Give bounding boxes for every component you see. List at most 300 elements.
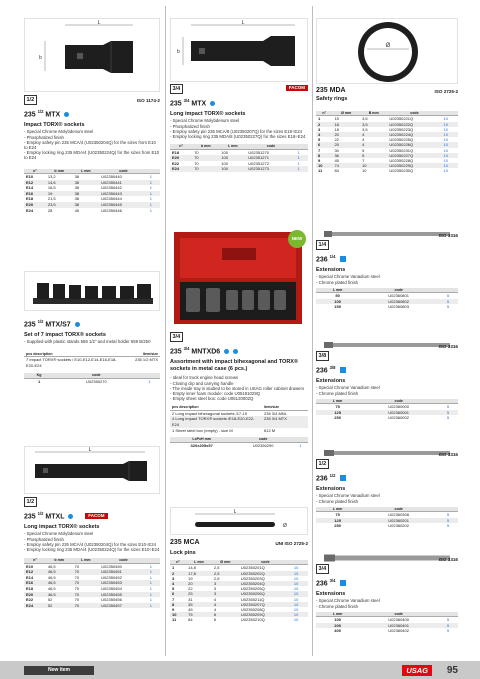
column-divider [165,6,166,656]
table-cell: 100 [219,155,246,161]
col-header: L mm [316,507,359,512]
dimension-label-l: L [233,509,237,515]
feature-item: - Phosphatized finish [24,134,64,140]
table-cell: E16 [24,580,46,586]
col-header: L mm [316,288,359,293]
table-cell: 3 [212,581,239,586]
product-code: MNTXD6 [191,348,221,356]
table-row [316,523,458,529]
column-right [316,6,458,659]
table-cell: 10 [443,126,448,132]
section-236-38 [316,341,458,421]
table-cell: U02350225Q [389,137,414,143]
table-cell: 125 [316,410,359,416]
table-cell: E14 [26,185,34,191]
table-cell: 52 [46,603,73,609]
table-cell: 70 [73,569,100,575]
table-cell: 10 [293,565,299,571]
page-number: 95 [446,665,458,676]
table-cell: E24 [170,166,192,172]
table-cell: 7 [362,158,365,164]
table-cell: 10 [443,168,448,174]
table-cell: 1 [296,155,308,161]
drive-fraction: 1/2 [37,319,44,324]
table-cell: 100 [334,617,341,623]
table-cell: 1 [148,191,160,197]
table-cell: 10 [441,122,458,127]
table-cell: U02360801 [388,293,409,299]
table-cell: 18 [334,126,339,132]
table-cell: U02350456 [101,597,122,603]
impact-icon [68,514,73,519]
extension-bar-drawing [316,341,458,349]
table-cell: U02350445 [99,202,148,208]
drive-size-label: 3/4 [170,332,183,342]
product-code: MTX [191,100,207,108]
section-subtitle: Extensions [316,267,346,274]
table-cell: 38 [73,180,100,186]
product-table [316,111,458,174]
table-cell: E10 [26,563,34,569]
table-cell: 3 [212,591,239,596]
table-cell: 2 [316,122,332,127]
table-cell: 4 [362,137,365,143]
feature-item: - Empty inner foam module: code U05191029Q [170,390,261,396]
table-cell: 1 [297,149,300,155]
feature-item: - Employ locking ring 235 MDA/4 (U02350224Q) for the sizes from E10 to E24 [24,150,160,161]
table-cell: U02350446 [101,207,122,213]
long-socket-drawing [24,446,160,494]
table-cell: U02350441 [99,180,148,186]
table-cell: 36 [332,153,360,158]
square-drive-icon [340,580,346,586]
table-cell: E24 [24,603,46,609]
table-cell: 100 [221,149,228,155]
table-cell: E18 [26,196,34,202]
col-header: L mm [73,558,100,563]
table-row [170,442,308,448]
set-contents-table [170,405,308,433]
table-cell: 1 [148,592,160,598]
col-header: code [99,558,148,563]
table-cell: 38 [74,196,80,202]
set-description: 1 Sheet steel box (empty) - size M [172,427,233,433]
product-number: 235 [170,100,182,108]
product-number: 235 [24,111,36,119]
table-cell: 5 [446,304,450,310]
feature-item: - Special Chrome Vanadium steel [316,274,380,280]
table-cell: 3 [213,586,217,592]
table-cell: U02360803 [388,304,409,310]
drive-fraction: 1/2 [329,473,336,478]
table-cell: 31 [188,596,193,602]
table-cell: 4 [213,596,217,602]
facom-logo: FACOM [286,85,308,91]
feature-item: - Phosphatized finish [24,536,64,542]
section-235-mtx-s7 [24,317,160,384]
table-cell: 400 [334,628,341,634]
column-middle [170,6,308,659]
table-row [24,378,160,384]
table-cell: 10 [443,147,448,153]
table-cell: 20 [186,581,212,586]
table-cell: 70 [74,585,80,591]
col-header: code [239,560,292,565]
table-cell: E22 [172,160,180,166]
table-cell: 84 [334,168,339,174]
drive-size-label: 1/2 [316,459,329,469]
iso-standard: ISO 3316 [438,557,458,562]
table-cell: 45 [334,158,339,164]
table-cell: 10 [443,158,448,164]
table-cell: 10 [293,607,299,613]
section-235-mtx-34 [170,84,308,172]
dimension-label-l: L [88,447,92,453]
iso-standard: ISO 2725-2 [434,89,458,94]
table-cell: 9 [318,158,321,164]
drive-size-label: 1/4 [316,240,329,250]
set-description: 7 Impact TORX® sockets / E10-E12-E14-E16-E18-E20-E24 [26,356,117,368]
set-description: 2 Long impact bihexagonal sockets /17-19 [172,410,247,416]
iso-standard: ISO 3316 [438,452,458,457]
table-cell: U02351272 [248,160,269,166]
table-cell: 4 [170,581,186,586]
table-cell: U02360802 [359,299,438,305]
col-header: code [359,507,438,512]
table-cell: 1 [148,202,160,208]
table-row [24,208,160,214]
feature-item: - Chrome plated finish [316,390,359,396]
product-title: 235 MCA [170,539,200,546]
col-header: L mm [73,169,100,174]
table-cell: 30 [334,147,339,153]
feature-item: - Special Chrome Molybdenum steel [24,129,94,135]
table-cell: 19 [188,575,193,581]
table-cell: 1 [149,574,152,580]
metal-case-image [170,228,308,328]
feature-item: - Special Chrome Vanadium steel [316,598,380,604]
table-cell: 10 [292,591,308,596]
feature-list [316,274,458,284]
table-cell: 25 [332,142,360,147]
table-cell: 13,2 [47,173,56,179]
table-cell: E12 [24,569,46,575]
table-cell: 10 [441,132,458,137]
feature-item: - Employ safety pin 235 MCA/4 (U02350204Q) for the sizes from E10 to E24 [24,139,156,150]
table-row [316,628,458,634]
table-cell: 75 [335,404,340,410]
table-cell: U02350221Q [389,116,414,122]
table-cell: 10 [362,168,367,174]
table-cell: 70 [73,580,100,586]
table-cell: 11 [172,617,177,623]
drive-fraction: 3/8 [329,365,336,370]
col-header: pcs description [170,405,262,410]
table-cell: 70 [192,155,219,161]
table-cell: 3,5 [362,116,368,122]
table-cell: 10 [443,116,448,122]
table-cell: 3,5 [360,122,387,127]
table-cell: U02350204Q [239,581,292,586]
col-header: item/size [262,405,308,410]
table-cell: 4 [360,132,387,137]
col-header: n° [170,144,192,149]
table-cell: 25 [186,591,212,596]
table-cell: 4 [316,132,332,137]
torx-icon [233,349,238,354]
feature-item: - Special Chrome Molybdenum steel [170,118,240,124]
table-cell: 100 [316,299,359,305]
drive-fraction: 1/2 [37,109,44,114]
table-cell: 70 [74,597,80,603]
table-cell: E18 [172,149,180,155]
table-cell: 1 [299,442,302,448]
impact-socket-drawing [24,18,160,92]
table-cell: U02350450 [101,563,122,569]
set-item: 612 M [264,427,276,433]
table-cell: U02350455 [99,592,148,598]
section-subtitle: Long impact TORX® sockets [170,111,246,118]
set-item: 235 3/4 MNL [264,410,287,416]
drive-fraction: 3/4 [329,578,336,583]
dimension-label-l: L [97,20,101,26]
table-cell: 38 [74,185,80,191]
table-cell: 14,6 [46,180,73,186]
table-cell: 10 [293,586,299,592]
table-cell: 3,5 [362,126,368,132]
table-cell: 5 [446,404,450,410]
table-cell: U02351270 [248,149,269,155]
product-code: MTXL [45,513,65,521]
table-cell: 10 [316,163,332,168]
feature-item: - The inside tray is studied to be stored in USAG roller cabinet drawers [170,385,305,391]
feature-item: - Special Chrome Vanadium steel [316,385,380,391]
dimension-label-diameter: Ø [283,523,287,529]
table-cell: 23,5 [46,202,73,208]
table-cell: 50 [335,293,340,299]
table-cell: U02350228Q [389,158,414,164]
table-cell: 28 [47,207,53,213]
col-header: n° [24,558,46,563]
usag-logo: USAG [402,665,432,676]
table-cell: 16,5 [47,185,56,191]
table-cell: 1 [149,207,152,213]
set-description: 4 Long impact TORX® sockets /E18-E20-E22-E24 [170,416,262,427]
table-cell: 5 [438,518,458,524]
product-table [316,507,458,529]
table-cell: 5 [318,137,321,143]
table-cell: U02360401 [359,623,438,629]
table-cell: 250 [334,523,341,529]
table-cell: 70 [192,166,219,172]
feature-item: - Special Chrome Molybdenum steel [24,531,94,537]
col-header: Ø mm [212,560,239,565]
feature-list [316,385,458,395]
extension-bar-drawing [316,554,458,562]
col-header: pcs description [24,352,124,357]
table-cell: 17,8 [186,571,212,576]
table-cell: U02350443 [99,191,148,197]
table-cell: 10 [443,137,448,143]
table-cell: 10 [293,617,299,623]
col-header: B mm [360,111,387,116]
table-cell: E18 [26,585,34,591]
feature-list [316,493,458,503]
extension-bar-drawing [316,230,458,238]
table-cell: 1 [149,597,152,603]
table-row [316,168,458,173]
table-cell: 1 [149,196,152,202]
drive-fraction: 1/4 [329,254,336,259]
feature-list [170,118,308,139]
section-subtitle: Impact TORX® sockets [24,122,85,129]
impact-icon [75,322,80,327]
table-cell: U02350224Q [387,132,441,137]
table-cell: 10 [292,581,308,586]
table-cell: U02350231Q [389,147,414,153]
drive-fraction: 3/4 [183,346,190,351]
table-cell: 75 [335,512,340,518]
product-table [24,169,160,214]
table-cell: 1 [296,166,308,172]
table-cell: 1 [148,569,160,575]
new-item-legend: New item [24,666,94,675]
product-table [24,558,160,608]
table-cell: U02350205Q [240,586,265,592]
col-header: code [246,144,295,149]
table-cell: U02350229Q [387,163,441,168]
iso-standard: ISO 3316 [438,233,458,238]
table-cell: U02350444 [101,196,122,202]
product-number: 235 [170,348,182,356]
table-cell: 46,5 [47,563,56,569]
square-drive-icon [340,367,346,373]
feature-item: - Employ locking ring 235 MDA/8 (U02350227Q) for the sizes E18÷E24 [170,133,306,139]
table-cell: 1 [148,580,160,586]
table-cell: 70 [73,603,100,609]
feature-item: - Empty sheet steel box: code U06120002Q [170,396,254,402]
table-cell: 46,5 [46,580,73,586]
feature-item: - Chrome plated finish [316,603,359,609]
table-cell: 10 [360,163,387,168]
table-cell: 70 [73,592,100,598]
col-header: Kg [24,373,54,378]
product-number: 236 [316,580,328,588]
col-header: code [54,373,139,378]
table-cell: 46,5 [46,592,73,598]
table-cell: 100 [221,160,228,166]
col-header: n° [316,111,332,116]
table-cell: 10 [441,142,458,147]
table-cell: 5 [446,512,450,518]
table-row [170,617,308,622]
col-header: code [99,169,148,174]
table-cell: U02350290 [252,442,274,448]
col-header: code [387,111,441,116]
table-cell: 1 [149,173,152,179]
table-cell: 70 [194,160,199,166]
table-cell: 5 [446,617,450,623]
table-cell: U02360308 [388,512,409,518]
col-header: n° [24,169,46,174]
table-cell: 5 [438,410,458,416]
col-header: code [359,612,438,617]
section-subtitle: Lock pins [170,550,196,556]
square-drive-icon [340,256,346,262]
table-cell: 84 [188,617,193,623]
section-subtitle: Extensions [316,378,346,385]
table-cell: U02350442 [101,185,122,191]
table-cell: 70 [74,563,80,569]
table-cell: 250 [334,415,341,421]
col-header: L mm [219,144,246,149]
feature-item: - Employ safety pin 235 MCA/4 (U02350204Q) for the sizes E10÷E24 [24,541,157,547]
table-cell: 35 [186,602,212,607]
feature-item: - Supplied with plastic stands 559 1/2" and metal holder 559 B/250 [24,339,151,345]
table-cell: 1 [297,160,300,166]
col-header: code [359,288,438,293]
table-cell: 5 [438,299,458,305]
section-subtitle: Set of 7 impact TORX® sockets [24,332,106,339]
table-cell: 5 [446,293,450,299]
feature-item: - Phosphatized finish [170,123,210,129]
table-cell: E20 [24,202,46,208]
table-cell: 1 [148,603,160,609]
table-cell: 6 [212,612,239,617]
col-header: code [359,399,438,404]
table-cell: 3 [318,126,321,132]
table-cell: 2,5 [213,575,220,581]
impact-icon [210,101,215,106]
drive-size-label: 1/2 [24,95,37,105]
table-row [170,166,308,172]
table-cell: 5 [360,153,387,158]
table-cell: 52 [47,597,53,603]
table-cell: U02350222Q [387,122,441,127]
feature-item: - Special Chrome Vanadium steel [316,493,380,499]
table-cell: U02360002 [388,415,409,421]
product-table [24,373,160,384]
table-cell: 10 [170,612,186,617]
table-cell: U02360402 [388,628,409,634]
table-cell: 22 [188,586,193,592]
table-cell: U02350230Q [389,168,414,174]
section-subtitle: Extensions [316,486,346,493]
table-cell: 1 [149,563,152,569]
table-cell: U02350210Q [240,617,265,623]
section-subtitle: Safety rings [316,96,348,102]
table-cell: 20 [332,132,360,137]
table-cell: 1 [318,116,321,122]
table-cell: 9 [172,607,175,613]
table-cell: 125 [316,518,359,524]
product-code: MTX [45,111,61,119]
table-cell: U02350211Q [240,596,265,602]
product-number: 236 [316,475,328,483]
impact-icon [224,349,229,354]
product-table [170,437,308,448]
dimension-label-diameter: Ø [385,43,391,49]
table-cell: 5 [446,523,450,529]
table-cell: U02350227Q [387,153,441,158]
feature-item: - Chrome plated finish [316,498,359,504]
table-cell: E20 [24,592,46,598]
col-header: L mm [316,612,359,617]
table-cell: 5 [172,586,175,592]
table-cell: 46,5 [47,574,56,580]
impact-icon [64,112,69,117]
table-cell: 38 [73,202,100,208]
